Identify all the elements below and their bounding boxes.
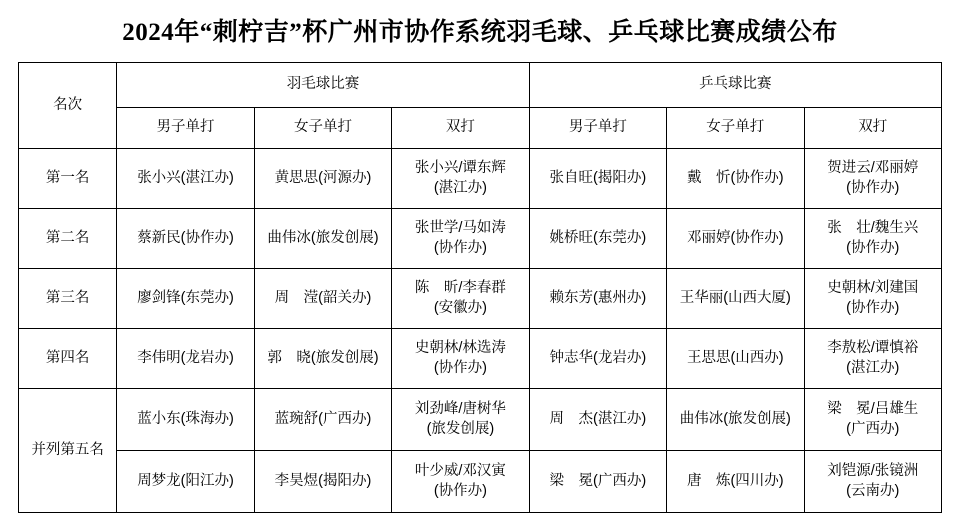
result-line-1: 王思思(山西办) <box>686 349 784 366</box>
header-rank: 名次 <box>19 63 117 149</box>
result-line-1: 陈 昕/李春群 <box>414 279 506 296</box>
result-cell <box>804 149 941 209</box>
result-line-1: 李敖松/谭慎裕 <box>827 339 919 356</box>
result-line-1: 唐 炼(四川办) <box>686 472 784 489</box>
result-line-1: 刘劲峰/唐树华 <box>414 400 506 417</box>
header-event-tt-womens-singles: 女子单打 <box>667 108 804 149</box>
result-cell <box>667 149 804 209</box>
result-line-1: 周 滢(韶关办) <box>274 289 372 306</box>
result-line-2: (湛江办) <box>433 179 487 196</box>
result-cell <box>529 209 666 269</box>
result-line-1: 张自旺(揭阳办) <box>549 169 647 186</box>
result-cell <box>254 389 391 451</box>
result-cell <box>254 149 391 209</box>
result-line-1: 钟志华(龙岩办) <box>549 349 647 366</box>
result-line-2: (安徽办) <box>433 299 487 316</box>
result-cell <box>117 389 254 451</box>
result-line-1: 梁 冕/吕雄生 <box>827 400 919 417</box>
result-line-1: 姚桥旺(东莞办) <box>549 229 647 246</box>
table-header-sports <box>19 63 942 108</box>
table-row <box>19 451 942 513</box>
result-line-1: 蓝小东(珠海办) <box>137 410 234 427</box>
result-line-1: 赖东芳(惠州办) <box>549 289 647 306</box>
result-line-1: 李伟明(龙岩办) <box>137 349 234 366</box>
rank-label: 第四名 <box>19 329 117 389</box>
result-cell <box>117 209 254 269</box>
result-cell <box>392 269 529 329</box>
result-line-2: (协作办) <box>846 179 900 196</box>
table-row <box>19 329 942 389</box>
table-row <box>19 209 942 269</box>
result-cell <box>529 329 666 389</box>
result-line-2: (协作办) <box>846 299 900 316</box>
result-line-2: (协作办) <box>433 239 487 256</box>
table-row <box>19 389 942 451</box>
result-line-1: 刘铠源/张镜洲 <box>827 462 919 479</box>
result-line-1: 廖剑锋(东莞办) <box>137 289 234 306</box>
result-line-1: 曲伟冰(旅发创展) <box>679 410 791 427</box>
result-cell <box>392 209 529 269</box>
result-cell <box>804 209 941 269</box>
result-line-1: 曲伟冰(旅发创展) <box>267 229 379 246</box>
page-title: 2024年“刺柠吉”杯广州市协作系统羽毛球、乒乓球比赛成绩公布 <box>122 19 838 46</box>
header-event-bd-womens-singles: 女子单打 <box>254 108 391 149</box>
result-cell <box>529 451 666 513</box>
result-line-1: 周 杰(湛江办) <box>549 410 647 427</box>
result-cell <box>529 269 666 329</box>
table-row <box>19 149 942 209</box>
result-cell <box>804 269 941 329</box>
result-cell <box>392 329 529 389</box>
result-cell <box>667 451 804 513</box>
result-cell <box>804 451 941 513</box>
table-header-events <box>19 108 942 149</box>
result-line-1: 张小兴/谭东辉 <box>414 159 506 176</box>
result-line-1: 梁 冕(广西办) <box>549 472 647 489</box>
results-table <box>18 62 942 513</box>
result-line-2: (旅发创展) <box>426 420 495 437</box>
result-cell <box>667 389 804 451</box>
header-event-tt-doubles: 双打 <box>804 108 941 149</box>
result-line-1: 贺进云/邓丽婷 <box>827 159 919 176</box>
rank-label: 第一名 <box>19 149 117 209</box>
result-line-1: 史朝林/刘建国 <box>827 279 919 296</box>
result-line-2: (广西办) <box>846 420 900 437</box>
result-line-1: 叶少威/邓汉寅 <box>414 462 506 479</box>
header-event-tt-mens-singles: 男子单打 <box>529 108 666 149</box>
result-line-2: (协作办) <box>846 239 900 256</box>
rank-label: 第二名 <box>19 209 117 269</box>
result-line-2: (湛江办) <box>846 359 900 376</box>
result-cell <box>804 389 941 451</box>
rank-label: 并列第五名 <box>19 389 117 513</box>
result-line-1: 戴 忻(协作办) <box>686 169 784 186</box>
result-line-1: 周梦龙(阳江办) <box>137 472 234 489</box>
header-event-bd-mens-singles: 男子单打 <box>117 108 254 149</box>
result-cell <box>667 209 804 269</box>
result-cell <box>667 329 804 389</box>
header-event-bd-doubles: 双打 <box>392 108 529 149</box>
result-cell <box>254 269 391 329</box>
result-cell <box>667 269 804 329</box>
result-cell <box>529 149 666 209</box>
header-sport-badminton: 羽毛球比赛 <box>117 63 529 108</box>
result-cell <box>392 149 529 209</box>
result-line-1: 李昊煜(揭阳办) <box>274 472 372 489</box>
result-cell <box>117 329 254 389</box>
result-line-1: 郭 晓(旅发创展) <box>267 349 379 366</box>
header-sport-tabletennis: 乒乓球比赛 <box>529 63 941 108</box>
result-line-2: (协作办) <box>433 482 487 499</box>
result-line-1: 王华丽(山西大厦) <box>679 289 791 306</box>
result-cell <box>117 269 254 329</box>
result-cell <box>254 209 391 269</box>
result-cell <box>254 329 391 389</box>
result-line-2: (云南办) <box>846 482 900 499</box>
result-cell <box>117 149 254 209</box>
result-cell <box>254 451 391 513</box>
result-cell <box>392 389 529 451</box>
result-line-1: 蓝琬舒(广西办) <box>274 410 372 427</box>
table-row <box>19 269 942 329</box>
result-cell <box>117 451 254 513</box>
result-line-1: 张世学/马如涛 <box>414 219 506 236</box>
result-line-1: 邓丽婷(协作办) <box>686 229 784 246</box>
rank-label: 第三名 <box>19 269 117 329</box>
result-line-1: 张 壮/魏生兴 <box>827 219 919 236</box>
result-line-1: 张小兴(湛江办) <box>137 169 234 186</box>
result-line-2: (协作办) <box>433 359 487 376</box>
result-line-1: 黄思思(河源办) <box>274 169 372 186</box>
result-line-1: 蔡新民(协作办) <box>137 229 234 246</box>
result-line-1: 史朝林/林选涛 <box>414 339 506 356</box>
result-cell <box>804 329 941 389</box>
result-cell <box>392 451 529 513</box>
result-cell <box>529 389 666 451</box>
